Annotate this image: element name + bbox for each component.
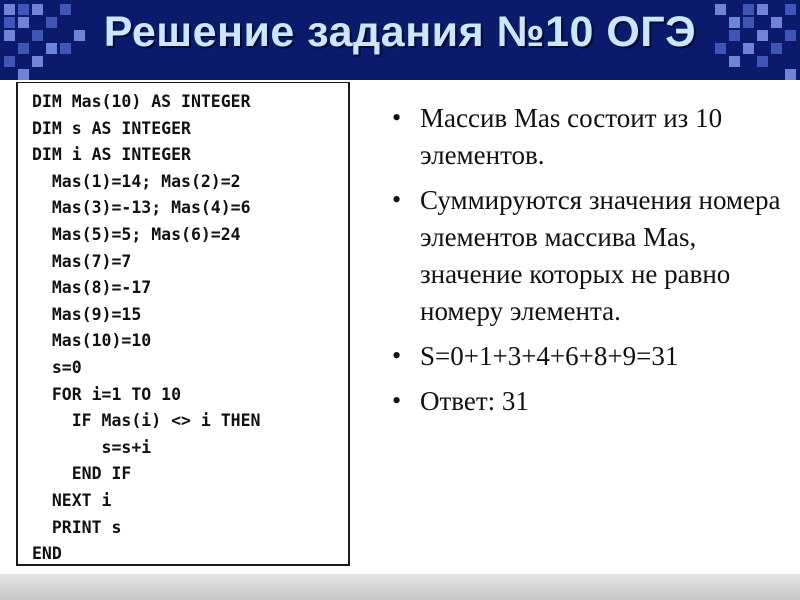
deco-square: [32, 56, 43, 67]
code-line: Mas(3)=-13; Mas(4)=6: [32, 198, 251, 218]
deco-square: [18, 69, 29, 80]
bullet-item: [392, 100, 792, 174]
code-line: s=s+i: [32, 437, 152, 457]
bullet-list: [392, 100, 792, 428]
bullet-text: Ответ: 31: [420, 386, 529, 416]
code-line: DIM Mas(10) AS INTEGER: [32, 92, 251, 111]
code-line: Mas(5)=5; Mas(6)=24: [32, 224, 241, 244]
code-line: Mas(1)=14; Mas(2)=2: [32, 171, 241, 191]
deco-square: [785, 69, 796, 80]
code-line: DIM i AS INTEGER: [32, 145, 191, 165]
bullet-text: Суммируются значения номера элементов массива Mas, значение которых не равно номеру элемента.: [420, 185, 781, 326]
deco-square: [729, 56, 740, 67]
code-line: FOR i=1 TO 10: [32, 384, 182, 404]
slide-header: [0, 0, 800, 80]
bullet-text: S=0+1+3+4+6+8+9=31: [420, 341, 679, 371]
bullet-text: Массив Mas состоит из 10 элементов.: [420, 103, 723, 170]
code-line: s=0: [32, 357, 82, 377]
bullet-dot-icon: •: [392, 185, 402, 214]
code-line: Mas(10)=10: [32, 331, 152, 351]
slide-footer-bar: [0, 574, 800, 600]
bullet-item: [392, 338, 792, 375]
bullet-item: [392, 182, 792, 330]
bullet-dot-icon: •: [392, 386, 402, 415]
code-line: END IF: [32, 464, 132, 484]
deco-square: [757, 56, 768, 67]
bullet-item: [392, 383, 792, 420]
code-line: Mas(8)=-17: [32, 278, 152, 298]
bullet-dot-icon: •: [392, 103, 402, 132]
bullet-dot-icon: •: [392, 341, 402, 370]
code-listing: [16, 82, 350, 566]
code-line: NEXT i: [32, 490, 112, 510]
slide-title: Решение задания №10 ОГЭ: [103, 8, 697, 56]
code-line: IF Mas(i) <> i THEN: [32, 411, 261, 431]
code-line: Mas(9)=15: [32, 304, 142, 324]
code-line: END: [32, 544, 62, 564]
code-line: Mas(7)=7: [32, 251, 132, 271]
code-line: DIM s AS INTEGER: [32, 118, 191, 138]
code-line: PRINT s: [32, 517, 122, 537]
deco-square: [4, 56, 15, 67]
